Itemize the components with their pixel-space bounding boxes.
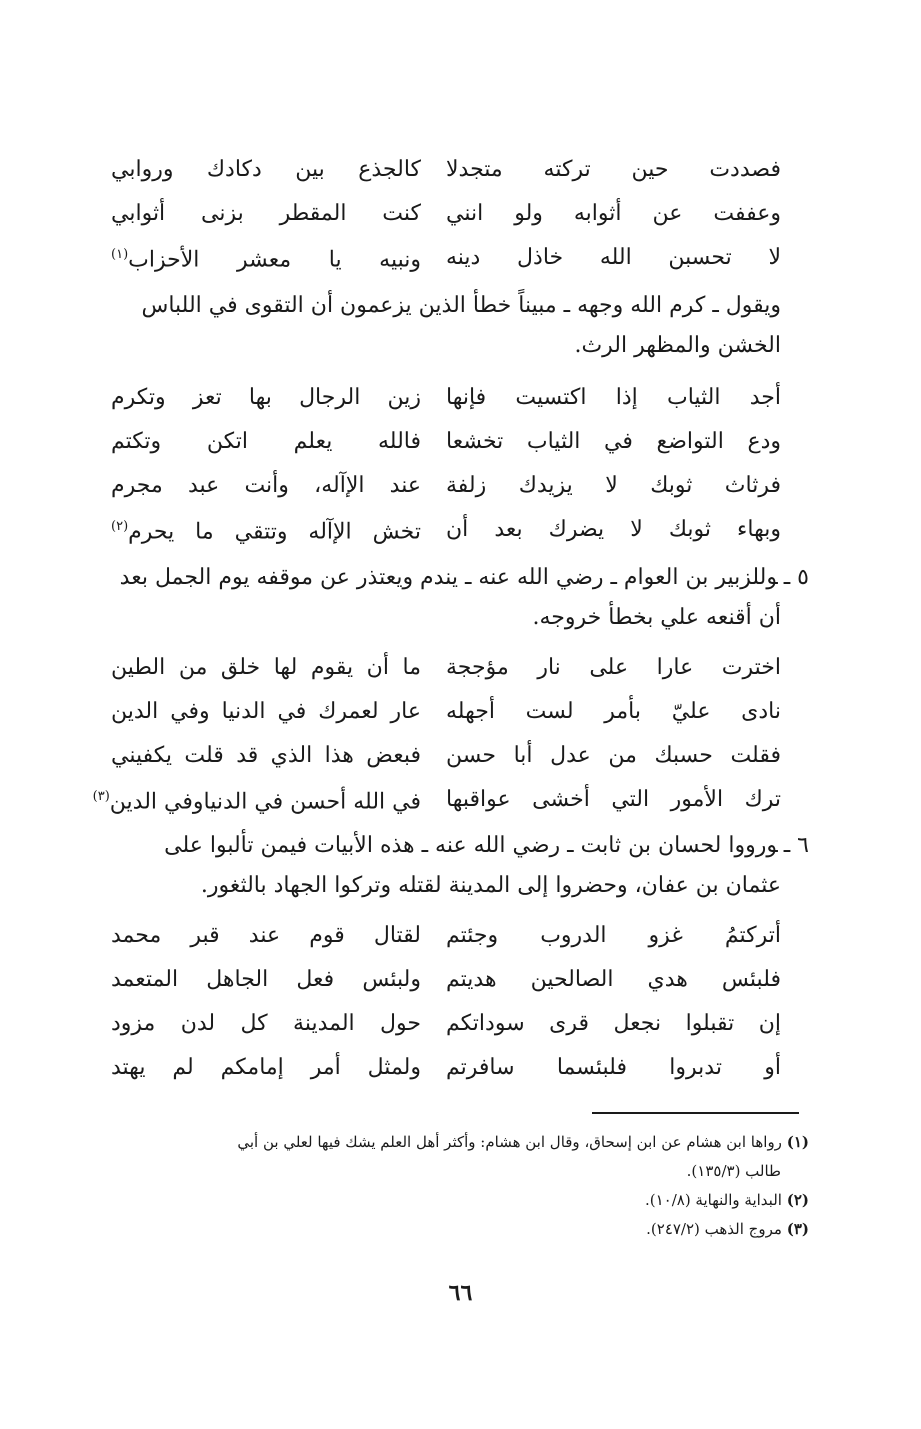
verse-second-hemistich: تخش الإآله وتتقي ما يحرم$^{(٢)}$ bbox=[111, 519, 421, 545]
verse bbox=[111, 420, 781, 464]
verse-first-hemistich: أجد الثياب إذا اكتسيت فإنها bbox=[446, 385, 781, 410]
footnote-marker: (١) bbox=[111, 247, 129, 263]
verse-first-hemistich: إن تقبلوا نجعل قرى سوداتكم bbox=[446, 1011, 781, 1036]
page-number: ٦٦ bbox=[448, 1280, 473, 1306]
verse-first-hemistich: اخترت عارا على نار مؤججة bbox=[446, 655, 781, 680]
paragraph-line: عثمان بن عفان، وحضروا إلى المدينة لقتله وتركوا الجهاد بالثغور. bbox=[200, 873, 781, 898]
verse-first-hemistich: فقلت حسبك من عدل أبا حسن bbox=[446, 743, 781, 768]
footnote-number: (٢) bbox=[786, 1191, 809, 1209]
footnote-number: (٣) bbox=[786, 1220, 809, 1238]
paragraph-1 bbox=[109, 286, 809, 366]
verse bbox=[111, 192, 781, 236]
verse-second-hemistich: عار لعمرك في الدنيا وفي الدين bbox=[111, 699, 421, 724]
verse-second-hemistich: ولمثل أمر إمامكم لم يهتد bbox=[111, 1055, 421, 1080]
verse-first-hemistich: نادى عليّ بأمر لست أجهله bbox=[446, 699, 781, 724]
footnote bbox=[109, 1186, 809, 1215]
poem-2 bbox=[111, 376, 781, 552]
poem-4 bbox=[111, 914, 781, 1090]
verse-first-hemistich: لا تحسبن الله خاذل دينه bbox=[446, 245, 781, 270]
verse-second-hemistich: ما أن يقوم لها خلق من الطين bbox=[111, 655, 421, 680]
verse bbox=[111, 236, 781, 280]
paragraph-3 bbox=[109, 826, 809, 906]
verse-second-hemistich: زين الرجال بها تعز وتكرم bbox=[111, 385, 421, 410]
verse-second-hemistich: عند الإآله، وأنت عبد مجرم bbox=[111, 473, 421, 498]
verse bbox=[111, 148, 781, 192]
item-number: ٥ ـ bbox=[783, 565, 809, 590]
paragraph-line: أن أقنعه علي بخطأ خروجه. bbox=[532, 605, 781, 630]
verse-second-hemistich: كنت المقطر بزنى أثوابي bbox=[111, 201, 421, 226]
footnote-marker: (٢) bbox=[111, 519, 129, 535]
verse-second-hemistich: لقتال قوم عند قبر محمد bbox=[111, 923, 421, 948]
verse-first-hemistich: فلبئس هدي الصالحين هديتم bbox=[446, 967, 781, 992]
paragraph-line: الخشن والمظهر الرث. bbox=[574, 333, 781, 358]
verse-first-hemistich: أتركتمُ غزو الدروب وجئتم bbox=[446, 923, 781, 948]
verse bbox=[111, 508, 781, 552]
paragraph-2 bbox=[109, 558, 809, 638]
paragraph-line: ٥ ـوللزبير بن العوام ـ رضي الله عنه ـ يندم ويعتذر عن موقفه يوم الجمل بعد bbox=[119, 565, 809, 590]
footnote-separator bbox=[592, 1112, 799, 1114]
verse-first-hemistich: أو تدبروا فلبئسما سافرتم bbox=[446, 1055, 781, 1080]
poem-1 bbox=[111, 148, 781, 280]
verse-first-hemistich: فصددت حين تركته متجدلا bbox=[446, 157, 781, 182]
verse bbox=[111, 958, 781, 1002]
footnote-number: (١) bbox=[786, 1133, 809, 1151]
verse bbox=[111, 646, 781, 690]
footnote bbox=[109, 1128, 809, 1186]
footnote bbox=[109, 1215, 809, 1244]
item-number: ٦ ـ bbox=[783, 833, 809, 858]
verse bbox=[111, 1046, 781, 1090]
verse-first-hemistich: فرثاث ثوبك لا يزيدك زلفة bbox=[446, 473, 781, 498]
verse-second-hemistich: في الله أحسن في الدنياوفي الدين$^{(٣)}$ bbox=[92, 789, 421, 815]
paragraph-line: ٦ ـورووا لحسان بن ثابت ـ رضي الله عنه ـ هذه الأبيات فيمن تألبوا على bbox=[164, 833, 809, 858]
verse-second-hemistich: ونبيه يا معشر الأحزاب$^{(١)}$ bbox=[111, 247, 421, 273]
verse bbox=[111, 376, 781, 420]
verse bbox=[92, 778, 781, 822]
verse-first-hemistich: وعففت عن أثوابه ولو انني bbox=[446, 201, 781, 226]
paragraph-line: ويقول ـ كرم الله وجهه ـ مبيناً خطأ الذين يزعمون أن التقوى في اللباس bbox=[141, 293, 781, 318]
verse-first-hemistich: ودع التواضع في الثياب تخشعا bbox=[446, 429, 781, 454]
poem-3 bbox=[92, 646, 781, 822]
verse-second-hemistich: حول المدينة كل لدن مزود bbox=[111, 1011, 421, 1036]
footnotes bbox=[109, 1128, 809, 1244]
verse bbox=[111, 464, 781, 508]
verse-second-hemistich: ولبئس فعل الجاهل المتعمد bbox=[111, 967, 421, 992]
footnote-line: طالب (١٣٥/٣). bbox=[686, 1162, 781, 1180]
verse-second-hemistich: فالله يعلم اتكن وتكتم bbox=[111, 429, 421, 454]
verse bbox=[111, 914, 781, 958]
footnote-line: (٣) مروج الذهب (٢٤٧/٢). bbox=[646, 1220, 809, 1238]
footnote-line: (١) رواها ابن هشام عن ابن إسحاق، وقال ابن هشام: وأكثر أهل العلم يشك فيها لعلي بن أبي bbox=[237, 1133, 809, 1151]
verse bbox=[111, 690, 781, 734]
verse-second-hemistich: كالجذع بين دكادك وروابي bbox=[111, 157, 421, 182]
verse bbox=[111, 1002, 781, 1046]
footnote-line: (٢) البداية والنهاية (١٠/٨). bbox=[644, 1191, 809, 1209]
verse-second-hemistich: فبعض هذا الذي قد قلت يكفيني bbox=[111, 743, 421, 768]
verse-first-hemistich: وبهاء ثوبك لا يضرك بعد أن bbox=[446, 517, 781, 542]
footnote-marker: (٣) bbox=[92, 789, 110, 805]
verse-first-hemistich: ترك الأمور التي أخشى عواقبها bbox=[446, 787, 781, 812]
verse bbox=[111, 734, 781, 778]
